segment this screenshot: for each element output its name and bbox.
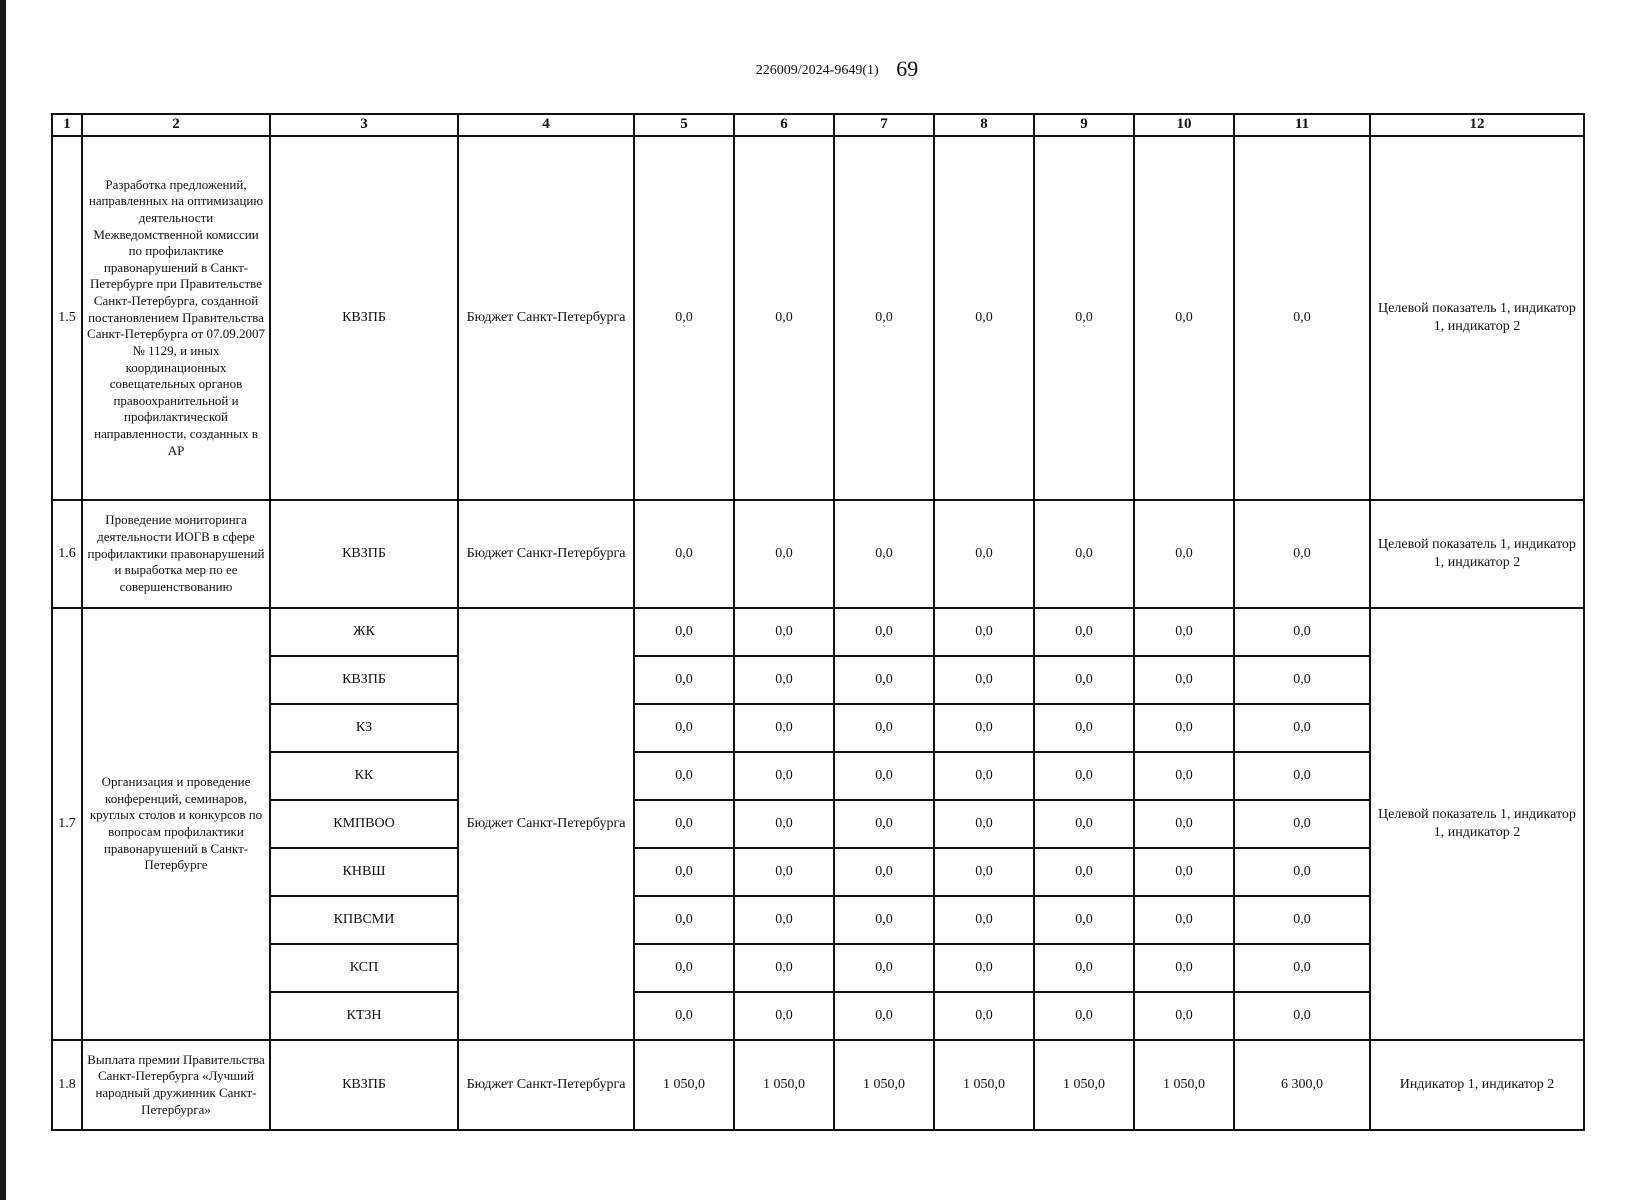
value-cell: 0,0 [634, 992, 734, 1040]
table-subrow [52, 704, 1584, 752]
column-header: 5 [634, 114, 734, 136]
value-cell: 0,0 [1034, 944, 1134, 992]
column-header: 11 [1234, 114, 1370, 136]
column-header: 6 [734, 114, 834, 136]
executor-cell: КК [270, 752, 458, 800]
value-cell: 0,0 [734, 500, 834, 608]
value-cell: 0,0 [1034, 992, 1134, 1040]
table-row [52, 1040, 1584, 1130]
value-cell: 0,0 [834, 136, 934, 500]
value-cell: 0,0 [1134, 848, 1234, 896]
column-header: 10 [1134, 114, 1234, 136]
value-cell: 0,0 [634, 848, 734, 896]
row-number: 1.8 [52, 1040, 82, 1130]
table-subrow [52, 944, 1584, 992]
value-cell: 1 050,0 [1034, 1040, 1134, 1130]
column-header: 3 [270, 114, 458, 136]
value-cell: 0,0 [1034, 704, 1134, 752]
value-cell: 0,0 [734, 992, 834, 1040]
row-number: 1.7 [52, 608, 82, 1040]
value-cell: 1 050,0 [834, 1040, 934, 1130]
value-cell: 0,0 [634, 608, 734, 656]
document-number: 226009/2024-9649(1) [755, 63, 879, 78]
total-cell: 0,0 [1234, 608, 1370, 656]
indicator-note: Целевой показатель 1, индикатор 1, индикатор 2 [1370, 500, 1584, 608]
total-cell: 0,0 [1234, 944, 1370, 992]
value-cell: 0,0 [1034, 800, 1134, 848]
executor-cell: КМПВОО [270, 800, 458, 848]
indicator-note: Индикатор 1, индикатор 2 [1370, 1040, 1584, 1130]
executor-cell: КВЗПБ [270, 136, 458, 500]
value-cell: 0,0 [734, 848, 834, 896]
value-cell: 0,0 [634, 500, 734, 608]
value-cell: 0,0 [834, 608, 934, 656]
value-cell: 0,0 [1034, 500, 1134, 608]
executor-cell: КВЗПБ [270, 656, 458, 704]
row-number: 1.6 [52, 500, 82, 608]
column-header: 1 [52, 114, 82, 136]
measure-description: Проведение мониторинга деятельности ИОГВ в сфере профилактики правонарушений и выработка мер по ее совершенствованию [82, 500, 270, 608]
row-number: 1.5 [52, 136, 82, 500]
table-row [52, 136, 1584, 500]
value-cell: 0,0 [934, 848, 1034, 896]
value-cell: 0,0 [934, 704, 1034, 752]
value-cell: 0,0 [934, 800, 1034, 848]
value-cell: 0,0 [634, 944, 734, 992]
value-cell: 0,0 [634, 896, 734, 944]
total-cell: 6 300,0 [1234, 1040, 1370, 1130]
value-cell: 0,0 [734, 136, 834, 500]
value-cell: 0,0 [834, 944, 934, 992]
value-cell: 0,0 [734, 608, 834, 656]
column-header: 8 [934, 114, 1034, 136]
value-cell: 0,0 [734, 944, 834, 992]
total-cell: 0,0 [1234, 704, 1370, 752]
measure-description: Организация и проведение конференций, семинаров, круглых столов и конкурсов по вопросам профилактики правонарушений в Санкт-Петербурге [82, 608, 270, 1040]
funding-source: Бюджет Санкт-Петербурга [458, 136, 634, 500]
executor-cell: КВЗПБ [270, 1040, 458, 1130]
measure-description: Выплата премии Правительства Санкт-Петербурга «Лучший народный дружинник Санкт-Петербурга» [82, 1040, 270, 1130]
page-number: 69 [896, 56, 919, 81]
value-cell: 0,0 [1034, 656, 1134, 704]
indicator-note: Целевой показатель 1, индикатор 1, индикатор 2 [1370, 608, 1584, 1040]
value-cell: 0,0 [634, 752, 734, 800]
value-cell: 1 050,0 [634, 1040, 734, 1130]
total-cell: 0,0 [1234, 992, 1370, 1040]
executor-cell: КНВШ [270, 848, 458, 896]
value-cell: 0,0 [834, 848, 934, 896]
table-subrow [52, 896, 1584, 944]
value-cell: 0,0 [834, 500, 934, 608]
value-cell: 0,0 [634, 656, 734, 704]
executor-cell: КТЗН [270, 992, 458, 1040]
value-cell: 0,0 [734, 704, 834, 752]
value-cell: 0,0 [1034, 136, 1134, 500]
column-number-row [52, 114, 1584, 136]
executor-cell: ЖК [270, 608, 458, 656]
value-cell: 0,0 [1134, 136, 1234, 500]
value-cell: 0,0 [934, 656, 1034, 704]
value-cell: 0,0 [734, 752, 834, 800]
table-subrow [52, 752, 1584, 800]
funding-source: Бюджет Санкт-Петербурга [458, 608, 634, 1040]
table-subrow [52, 656, 1584, 704]
value-cell: 0,0 [734, 896, 834, 944]
executor-cell: КЗ [270, 704, 458, 752]
executor-cell: КСП [270, 944, 458, 992]
value-cell: 0,0 [1134, 608, 1234, 656]
value-cell: 0,0 [834, 704, 934, 752]
column-header: 2 [82, 114, 270, 136]
total-cell: 0,0 [1234, 136, 1370, 500]
value-cell: 0,0 [634, 704, 734, 752]
column-header: 4 [458, 114, 634, 136]
funding-source: Бюджет Санкт-Петербурга [458, 1040, 634, 1130]
indicator-note: Целевой показатель 1, индикатор 1, индикатор 2 [1370, 136, 1584, 500]
value-cell: 0,0 [1034, 752, 1134, 800]
value-cell: 0,0 [934, 752, 1034, 800]
value-cell: 0,0 [1134, 800, 1234, 848]
value-cell: 1 050,0 [934, 1040, 1034, 1130]
executor-cell: КВЗПБ [270, 500, 458, 608]
value-cell: 0,0 [1134, 992, 1234, 1040]
total-cell: 0,0 [1234, 896, 1370, 944]
value-cell: 0,0 [834, 896, 934, 944]
table-subrow [52, 848, 1584, 896]
table-subrow [52, 992, 1584, 1040]
total-cell: 0,0 [1234, 800, 1370, 848]
value-cell: 0,0 [1134, 500, 1234, 608]
value-cell: 0,0 [1134, 704, 1234, 752]
value-cell: 0,0 [1034, 896, 1134, 944]
value-cell: 0,0 [834, 656, 934, 704]
value-cell: 0,0 [1134, 752, 1234, 800]
value-cell: 0,0 [1134, 656, 1234, 704]
total-cell: 0,0 [1234, 752, 1370, 800]
value-cell: 1 050,0 [734, 1040, 834, 1130]
scan-left-edge [0, 0, 6, 1200]
value-cell: 0,0 [1134, 896, 1234, 944]
value-cell: 0,0 [934, 608, 1034, 656]
column-header: 9 [1034, 114, 1134, 136]
total-cell: 0,0 [1234, 656, 1370, 704]
funding-source: Бюджет Санкт-Петербурга [458, 500, 634, 608]
value-cell: 0,0 [734, 656, 834, 704]
column-header: 12 [1370, 114, 1584, 136]
value-cell: 0,0 [934, 992, 1034, 1040]
value-cell: 0,0 [934, 944, 1034, 992]
program-measures-table [51, 113, 1585, 1131]
value-cell: 0,0 [634, 136, 734, 500]
table-subrow [52, 800, 1584, 848]
value-cell: 0,0 [734, 800, 834, 848]
value-cell: 0,0 [1134, 944, 1234, 992]
value-cell: 0,0 [934, 896, 1034, 944]
executor-cell: КПВСМИ [270, 896, 458, 944]
page-header [0, 56, 1644, 82]
value-cell: 0,0 [1034, 848, 1134, 896]
total-cell: 0,0 [1234, 500, 1370, 608]
table-row [52, 500, 1584, 608]
total-cell: 0,0 [1234, 848, 1370, 896]
value-cell: 1 050,0 [1134, 1040, 1234, 1130]
value-cell: 0,0 [834, 992, 934, 1040]
measure-description: Разработка предложений, направленных на оптимизацию деятельности Межведомственной комиссии по профилактике правонарушений в Санкт-Петербурге при Правительстве Санкт-Петербурга, созданной постановлением Правительства Санкт-Петербурга от 07.09.2007 № 1129, и иных координационных совещательных органов правоохранительной и профилактической направленности, созданных в АР [82, 136, 270, 500]
value-cell: 0,0 [634, 800, 734, 848]
column-header: 7 [834, 114, 934, 136]
value-cell: 0,0 [834, 752, 934, 800]
value-cell: 0,0 [934, 500, 1034, 608]
value-cell: 0,0 [934, 136, 1034, 500]
table-row [52, 608, 1584, 656]
value-cell: 0,0 [834, 800, 934, 848]
value-cell: 0,0 [1034, 608, 1134, 656]
